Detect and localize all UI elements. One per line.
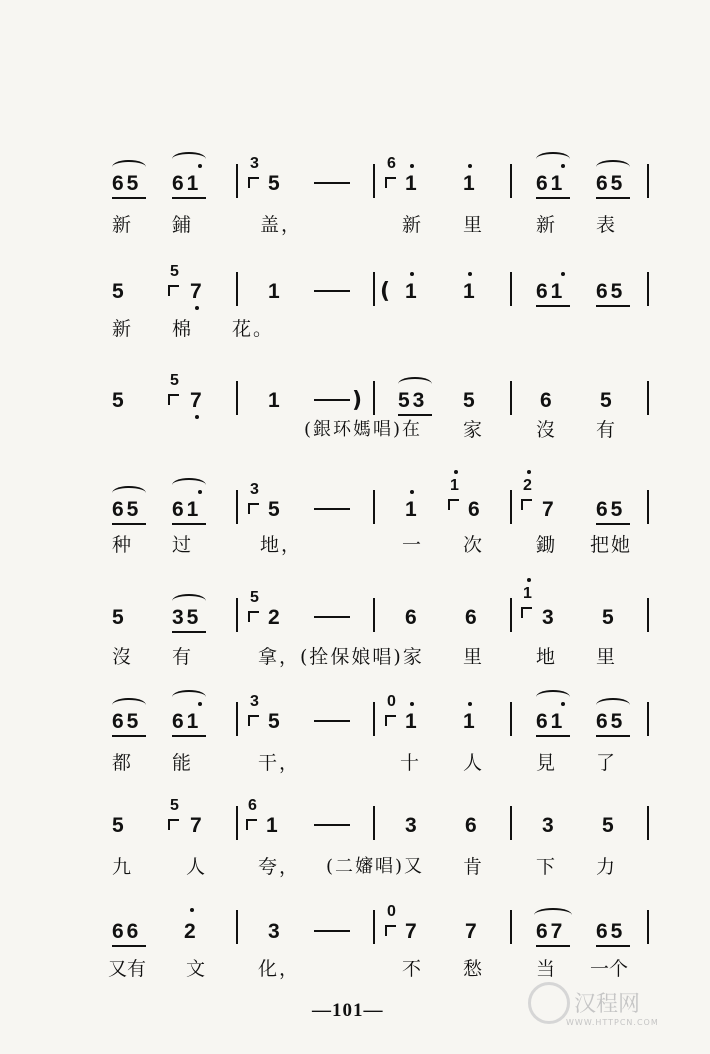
underline: [172, 631, 206, 633]
note-group: 35: [172, 606, 202, 629]
note-group: 61: [536, 710, 566, 733]
barline: [510, 490, 512, 524]
octave-dot: [454, 470, 458, 474]
grace-note: 5: [168, 264, 190, 304]
underline: [172, 523, 206, 525]
note: 3: [542, 814, 557, 837]
lyric: (二嬸唱)又: [326, 856, 425, 877]
dash: [314, 616, 350, 618]
barline: [647, 381, 649, 415]
slur: [536, 690, 570, 704]
barline: [510, 164, 512, 198]
octave-dot: [195, 415, 199, 419]
underline: [172, 197, 206, 199]
grace-note: 6: [385, 156, 407, 196]
system-4: [0, 476, 710, 586]
note: 1: [463, 280, 478, 303]
lyric: 里: [463, 646, 485, 668]
underline: [536, 735, 570, 737]
dash: [314, 399, 350, 401]
page-number: —101—: [312, 1000, 384, 1021]
octave-dot: [468, 272, 472, 276]
system-3: [0, 367, 710, 477]
lyric: 新: [402, 214, 424, 236]
dash: [314, 720, 350, 722]
note: 1: [463, 172, 478, 195]
lyric: 愁: [463, 958, 485, 980]
grace-note: 1: [448, 478, 470, 518]
octave-dot: [410, 702, 414, 706]
lyric: 夸，: [258, 856, 301, 878]
dash: [314, 290, 350, 292]
underline: [596, 305, 630, 307]
lyric: 十: [400, 752, 422, 774]
note-group: 61: [172, 710, 202, 733]
lyric: 有: [172, 646, 194, 668]
underline: [112, 523, 146, 525]
grace-note: 3: [248, 482, 270, 522]
note: 5: [268, 710, 283, 733]
lyric: 把她: [590, 534, 633, 556]
lyric: 不: [402, 958, 424, 980]
open-paren: (: [380, 279, 391, 304]
barline: [236, 702, 238, 736]
lyric: 表: [596, 214, 618, 236]
lyric: 見: [536, 752, 558, 774]
note: 6: [465, 814, 480, 837]
octave-dot: [198, 702, 202, 706]
note-group: 65: [596, 498, 626, 521]
note: 5: [112, 814, 127, 837]
system-7: [0, 792, 710, 902]
dash: [314, 508, 350, 510]
system-2: [0, 258, 710, 368]
octave-dot: [561, 272, 565, 276]
lyric: 次: [463, 534, 485, 556]
barline: [647, 272, 649, 306]
system-6: [0, 688, 710, 798]
barline: [647, 806, 649, 840]
barline: [236, 490, 238, 524]
note-group: 61: [536, 172, 566, 195]
note: 5: [112, 389, 127, 412]
barline: [647, 490, 649, 524]
underline: [112, 945, 146, 947]
lyric: 地: [536, 646, 558, 668]
lyric: 能: [172, 752, 194, 774]
note: 5: [112, 280, 127, 303]
note: 3: [268, 920, 283, 943]
note-group: 65: [112, 172, 142, 195]
barline: [647, 598, 649, 632]
grace-note: 2: [521, 478, 543, 518]
barline: [236, 806, 238, 840]
note: 5: [602, 606, 617, 629]
barline: [236, 910, 238, 944]
watermark-logo: [528, 982, 570, 1024]
note-group: 67: [536, 920, 566, 943]
dash: [314, 930, 350, 932]
note-group: 65: [596, 710, 626, 733]
grace-note: 1: [521, 586, 543, 626]
octave-dot: [195, 306, 199, 310]
close-paren: ): [352, 388, 363, 413]
barline: [373, 164, 375, 198]
note-group: 65: [596, 172, 626, 195]
note: 1: [405, 172, 420, 195]
lyric: 人: [186, 856, 208, 878]
note: 1: [405, 280, 420, 303]
barline: [373, 702, 375, 736]
underline: [596, 945, 630, 947]
note: 5: [112, 606, 127, 629]
octave-dot: [561, 702, 565, 706]
lyric: 下: [536, 856, 558, 878]
note: 5: [602, 814, 617, 837]
underline: [536, 197, 570, 199]
lyric: 过: [172, 534, 194, 556]
note: 6: [540, 389, 555, 412]
lyric: 当: [536, 958, 558, 980]
barline: [510, 702, 512, 736]
dash: [314, 182, 350, 184]
lyric: 种: [112, 534, 134, 556]
barline: [373, 272, 375, 306]
lyric: 新: [536, 214, 558, 236]
underline: [536, 945, 570, 947]
lyric: 盖，: [260, 214, 303, 236]
note: 5: [600, 389, 615, 412]
lyric: 文: [186, 958, 208, 980]
grace-note: 0: [385, 904, 407, 944]
note-group: 65: [596, 920, 626, 943]
barline: [510, 272, 512, 306]
note: 7: [190, 814, 205, 837]
lyric: 花。: [232, 318, 275, 340]
barline: [647, 702, 649, 736]
underline: [112, 735, 146, 737]
grace-note: 0: [385, 694, 407, 734]
note: 1: [268, 389, 283, 412]
note: 7: [405, 920, 420, 943]
barline: [647, 164, 649, 198]
lyric: 了: [596, 752, 618, 774]
note: 6: [405, 606, 420, 629]
octave-dot: [410, 164, 414, 168]
barline: [510, 598, 512, 632]
note: 1: [405, 498, 420, 521]
note-group: 65: [112, 498, 142, 521]
underline: [172, 735, 206, 737]
lyric: 沒: [536, 419, 558, 441]
note-group: 53: [398, 389, 428, 412]
note: 5: [268, 498, 283, 521]
lyric: 干，: [258, 752, 301, 774]
octave-dot: [468, 702, 472, 706]
lyric: 一个: [590, 958, 629, 980]
note: 1: [268, 280, 283, 303]
lyric: 新: [112, 214, 134, 236]
note: 1: [463, 710, 478, 733]
lyric: 鋪: [172, 214, 194, 236]
underline: [596, 735, 630, 737]
note-group: 61: [536, 280, 566, 303]
lyric: 棉: [172, 318, 194, 340]
lyric: 新: [112, 318, 134, 340]
lyric: 九: [112, 856, 134, 878]
note: 1: [405, 710, 420, 733]
lyric: 人: [463, 752, 485, 774]
lyric: 里: [596, 646, 618, 668]
barline: [510, 381, 512, 415]
note: 7: [190, 280, 205, 303]
note: 2: [184, 920, 199, 943]
barline: [373, 381, 375, 415]
octave-dot: [561, 164, 565, 168]
note-group: 66: [112, 920, 142, 943]
note-group: 65: [112, 710, 142, 733]
lyric: 都: [112, 752, 134, 774]
note: 7: [542, 498, 557, 521]
barline: [236, 272, 238, 306]
barline: [373, 806, 375, 840]
octave-dot: [410, 272, 414, 276]
barline: [236, 164, 238, 198]
underline: [596, 523, 630, 525]
note: 7: [465, 920, 480, 943]
grace-note: 5: [248, 590, 270, 630]
octave-dot: [527, 470, 531, 474]
lyric: 一: [402, 534, 424, 556]
grace-note: 5: [168, 373, 190, 413]
grace-note: 5: [168, 798, 190, 838]
barline: [236, 381, 238, 415]
note: 6: [468, 498, 483, 521]
barline: [236, 598, 238, 632]
system-5: [0, 584, 710, 694]
note: 7: [190, 389, 205, 412]
note: 6: [465, 606, 480, 629]
barline: [373, 490, 375, 524]
lyric: 里: [463, 214, 485, 236]
underline: [536, 305, 570, 307]
octave-dot: [527, 578, 531, 582]
octave-dot: [468, 164, 472, 168]
note: 3: [405, 814, 420, 837]
dash: [314, 824, 350, 826]
grace-note: 3: [248, 694, 270, 734]
system-1: [0, 150, 710, 260]
barline: [373, 910, 375, 944]
slur: [536, 152, 570, 166]
octave-dot: [410, 490, 414, 494]
barline: [647, 910, 649, 944]
grace-note: 6: [246, 798, 268, 838]
lyric: 家: [463, 419, 485, 441]
note: 5: [463, 389, 478, 412]
grace-note: 3: [248, 156, 270, 196]
barline: [510, 806, 512, 840]
note-group: 61: [172, 172, 202, 195]
underline: [596, 197, 630, 199]
barline: [510, 910, 512, 944]
octave-dot: [198, 164, 202, 168]
lyric: 沒: [112, 646, 134, 668]
lyric: 拿，(拴保娘唱)家: [258, 646, 424, 668]
lyric: 化，: [258, 958, 301, 980]
watermark-brand: 汉程网: [574, 992, 641, 1017]
note-group: 65: [596, 280, 626, 303]
barline: [373, 598, 375, 632]
lyric: 地，: [260, 534, 303, 556]
octave-dot: [190, 908, 194, 912]
lyric: 有: [596, 419, 618, 441]
lyric: 又有: [108, 958, 147, 980]
underline: [112, 197, 146, 199]
note: 2: [268, 606, 283, 629]
lyric: (銀环媽唱)在: [304, 419, 423, 440]
lyric: 力: [596, 856, 618, 878]
lyric: 肯: [463, 856, 485, 878]
watermark-url: WWW.HTTPCN.COM: [566, 1018, 659, 1027]
octave-dot: [198, 490, 202, 494]
note-group: 61: [172, 498, 202, 521]
note: 3: [542, 606, 557, 629]
note: 1: [266, 814, 281, 837]
note: 5: [268, 172, 283, 195]
lyric: 鋤: [536, 534, 558, 556]
